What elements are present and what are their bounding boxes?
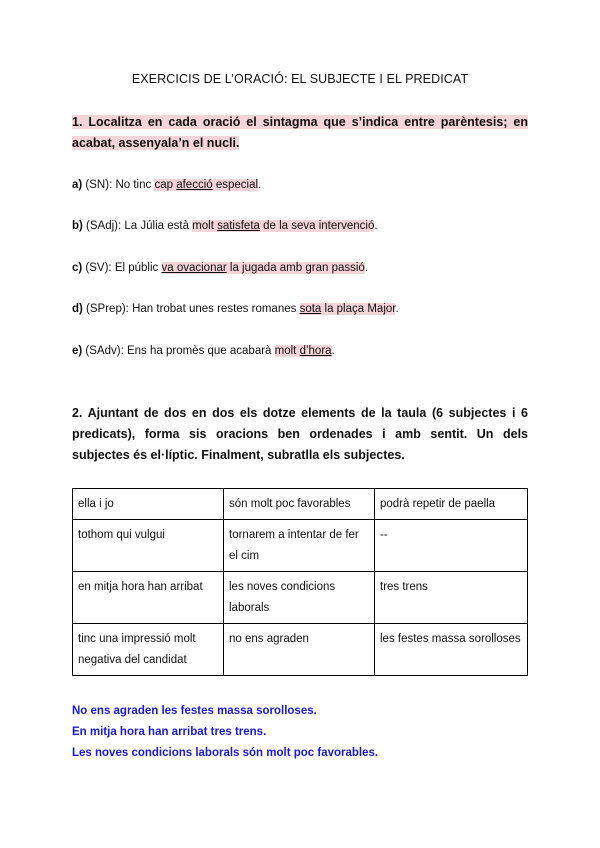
table-row <box>73 520 528 572</box>
item-letter: d) <box>72 303 83 315</box>
table-cell: les festes massa sorolloses <box>375 624 528 676</box>
item-phrase <box>192 220 374 232</box>
item-text-before: Han trobat unes restes romanes <box>132 303 300 315</box>
answers-block <box>72 701 528 764</box>
phrase-nucleus: afecció <box>176 179 213 191</box>
table-row <box>73 572 528 624</box>
phrase-post: la plaça Major <box>321 303 396 315</box>
table-cell: tornarem a intentar de fer el cim <box>224 520 375 572</box>
exercise-1-item-a <box>72 177 261 193</box>
item-phrase <box>275 345 332 357</box>
item-text-before: El públic <box>114 262 162 274</box>
item-text-after: . <box>258 179 262 191</box>
item-letter: e) <box>72 345 83 357</box>
elements-table <box>72 488 528 676</box>
item-text-after: . <box>364 262 369 274</box>
phrase-post: especial <box>212 179 259 191</box>
answer-line: Les noves condicions laborals són molt poc favorables. <box>72 747 379 759</box>
item-tag: (SPrep): <box>82 303 133 315</box>
table-row <box>73 489 528 520</box>
answer-line: No ens agraden les festes massa sorolloses. <box>72 705 317 717</box>
exercise-1-item-b <box>72 218 378 234</box>
exercise-1-item-e <box>72 343 335 359</box>
exercise-1-item-d <box>72 301 399 317</box>
item-tag: (SAdv): <box>82 345 127 357</box>
item-text-before: Ens ha promès que acabarà <box>126 345 275 357</box>
item-text-before: No tinc <box>115 179 155 191</box>
table-cell: tres trens <box>375 572 528 624</box>
table-cell: són molt poc favorables <box>224 489 375 520</box>
item-phrase <box>162 262 365 274</box>
table-cell: ella i jo <box>73 489 224 520</box>
phrase-nucleus: d’hora <box>299 345 332 357</box>
item-text-after: . <box>374 220 378 232</box>
phrase-pre: molt <box>192 220 218 232</box>
table-cell: les noves condicions laborals <box>224 572 375 624</box>
table-cell: en mitja hora han arribat <box>73 572 224 624</box>
phrase-pre: cap <box>154 179 177 191</box>
table-cell: podrà repetir de paella <box>375 489 528 520</box>
item-tag: (SV): <box>82 262 115 274</box>
item-text-after: . <box>395 303 399 315</box>
exercise-1-heading <box>72 112 528 154</box>
item-letter: c) <box>72 262 83 274</box>
phrase-nucleus: satisfeta <box>217 220 260 232</box>
phrase-nucleus: sota <box>299 303 322 315</box>
item-phrase <box>299 303 399 315</box>
item-tag: (SAdj): <box>82 220 125 232</box>
table-cell: tothom qui vulgui <box>73 520 224 572</box>
phrase-post: de la seva intervenció <box>259 220 375 232</box>
phrase-pre: molt <box>274 345 300 357</box>
item-text-before: La Júlia està <box>124 220 193 232</box>
answer-line: En mitja hora han arribat tres trens. <box>72 726 267 738</box>
exercise-2-heading: 2. Ajuntant de dos en dos els dotze elements de la taula (6 subjectes i 6 predicats), forma sis oracions ben ordenades i amb sentit. Un dels subjectes és el·líptic. Finalment, subratlla els subjectes. <box>72 406 528 462</box>
item-text-after: . <box>331 345 335 357</box>
item-tag: (SN): <box>82 179 116 191</box>
table-cell: tinc una impressió molt negativa del candidat <box>73 624 224 676</box>
exercise-1-heading-text: 1. Localitza en cada oració el sintagma que s’indica entre parèntesis; en acabat, assenyala’n el nucli. <box>72 115 528 150</box>
exercise-1-item-c <box>72 260 368 276</box>
item-letter: b) <box>72 220 83 232</box>
table-cell: no ens agraden <box>224 624 375 676</box>
item-letter: a) <box>72 179 83 191</box>
phrase-post: la jugada amb gran passió <box>226 262 365 274</box>
item-phrase <box>154 179 258 191</box>
phrase-nucleus: va ovacionar <box>161 262 227 274</box>
table-row <box>73 624 528 676</box>
table-cell: -- <box>375 520 528 572</box>
page-title: EXERCICIS DE L’ORACIÓ: EL SUBJECTE I EL PREDICAT <box>131 72 469 86</box>
